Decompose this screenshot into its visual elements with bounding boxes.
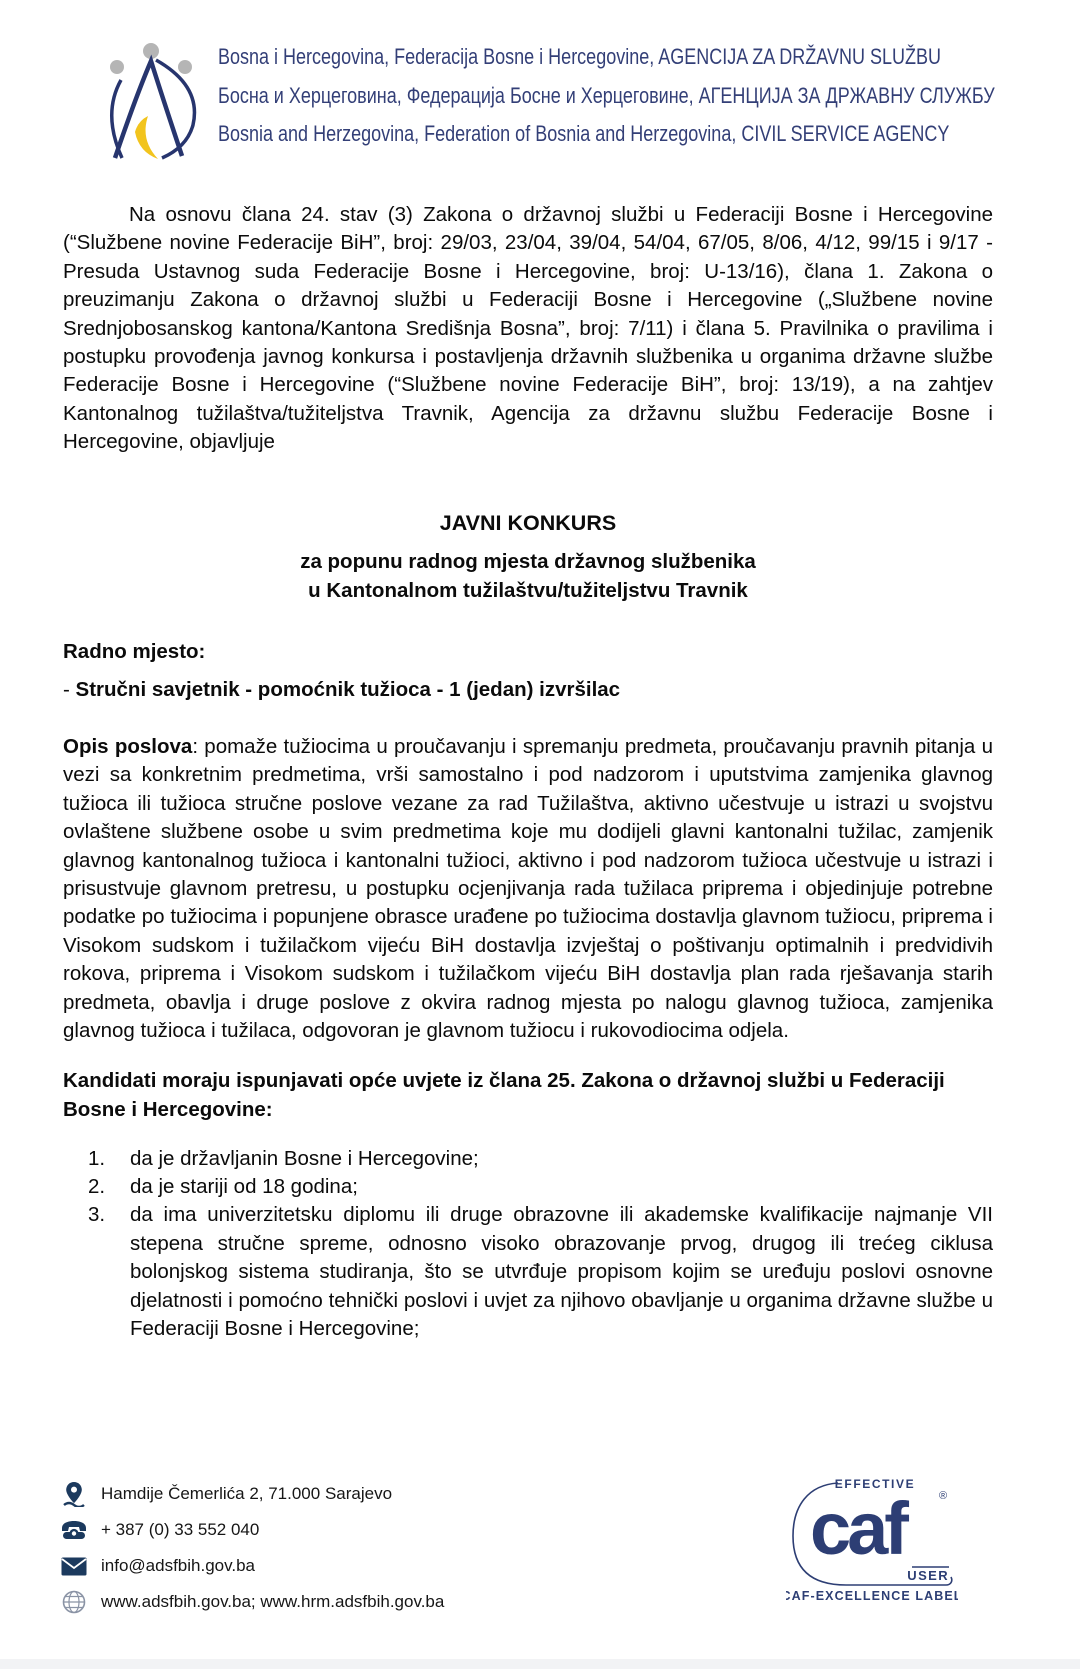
- websites-row: [60, 1584, 444, 1620]
- caf-user-label: USER: [907, 1568, 949, 1583]
- agency-name-block: [218, 28, 1080, 154]
- requirements-heading: Kandidati moraju ispunjavati opće uvjete iz člana 25. Zakona o državnoj službi u Federaciji Bosne i Hercegovine:: [63, 1069, 945, 1121]
- requirement-number: 1.: [88, 1146, 106, 1170]
- job-title: Stručni savjetnik - pomoćnik tužioca - 1 (jedan) izvršilac: [75, 678, 621, 702]
- requirement-item: [63, 1173, 993, 1201]
- position-line: [63, 676, 993, 704]
- websites-text: www.adsfbih.gov.ba; www.hrm.adsfbih.gov.ba: [101, 1592, 445, 1611]
- page-subtitle-1: za popunu radnog mjesta državnog službenika: [300, 550, 756, 574]
- document-body: [63, 201, 993, 1344]
- footer-contacts: [60, 1476, 444, 1620]
- intro-paragraph: Na osnovu člana 24. stav (3) Zakona o državnoj službi u Federaciji Bosne i Hercegovine (“Službene novine Federacije BiH”, broj: 29/03, 23/04, 39/04, 54/04, 67/05, 8/06, 4/12, 99/15 i 9/17 - Presuda Ustavnog suda Federacije Bosne i Hercegovine, broj: U-13/16), člana 1. Zakona o preuzimanju Zakona o državnoj službi u Federaciji Bosne i Hercegovine („Službene novine Srednjobosanskog kantona/Kantona Središnja Bosna”, broj: 7/11) i člana 5. Pravilnika o pravilima i postupku provođenja javnog konkursa i postavljenja državnih službenika u organima državne službe Federacije Bosne i Hercegovine (“Službene novine Federacije BiH”, broj: 13/19), a na zahtjev Kantonalnog tužilaštva/tužiteljstva Travnik, Agencija za državnu službu Federacije Bosne i Hercegovine, objavljuje: [63, 203, 993, 454]
- agency-name-english: Bosnia and Herzegovina, Federation of Bosnia and Herzegovina, CIVIL SERVICE AGENCY: [218, 121, 950, 146]
- bottom-page-edge: [0, 1659, 1080, 1669]
- location-pin-icon: [60, 1481, 88, 1507]
- caf-bottom-label: CAF-EXCELLENCE LABEL: [786, 1589, 958, 1603]
- caf-excellence-badge: [786, 1472, 958, 1609]
- duties-text: : pomaže tužiocima u proučavanju i spremanju predmeta, proučavanju pravnih pitanja u vezi sa konkretnim predmetima, vrši samostalno i pod nadzorom i uputstvima zamjenika glavnog tužioca ili tužioca stručne poslove vezane za rad Tužilaštva, aktivno učestvuje u istrazi u svojstvu ovlaštene službene osobe u svim predmetima koje mu dodijeli glavni kantonalni tužilac, zamjenik glavnog kantonalnog tužioca i kantonalni tužioci, aktivno i pod nadzorom tužioca učestvuje u istrazi i prisustvuje glavnom pretresu, u postupku ocjenjivanja rada tužilaca priprema i objedinjuje potrebne podatke po tužiocima i popunjene obrasce urađene po tužiocima dostavlja glavnom tužiocu, priprema i Visokom sudskom i tužilačkom vijeću BiH dostavlja izvještaj o poštivanju optimalnih i predvidivih rokova, priprema i Visokom sudskom i tužilačkom vijeću BiH dostavlja plan rada rješavanja starih predmeta, obavlja i druge poslove z okvira radnog mjesta po nalogu glavnog tužioca, zamjenika glavnog tužioca i tužilaca, odgovoran je glavnom tužiocu i rukovodiocima odjela.: [63, 734, 993, 1042]
- address-row: [60, 1476, 444, 1512]
- agency-name-bosnian: Bosna i Hercegovina, Federacija Bosne i Hercegovine, AGENCIJA ZA DRŽAVNU SLUŽBU: [218, 44, 941, 69]
- requirement-number: 3.: [88, 1203, 106, 1227]
- globe-icon: [60, 1590, 88, 1614]
- duties-label: Opis poslova: [63, 734, 193, 758]
- requirement-item: [63, 1145, 993, 1173]
- requirement-text: da je državljanin Bosne i Hercegovine;: [130, 1146, 479, 1170]
- position-dash: -: [63, 678, 76, 702]
- agency-name-cyrillic: Босна и Херцеговина, Федерација Босне и Херцеговине, АГЕНЦИЈА ЗА ДРЖАВНУ СЛУЖБУ: [218, 82, 995, 108]
- envelope-icon: [60, 1557, 88, 1576]
- position-section-heading: Radno mjesto:: [63, 640, 206, 664]
- title-block: [63, 509, 993, 605]
- phone-icon: [60, 1519, 88, 1541]
- address-text: Hamdije Čemerlića 2, 71.000 Sarajevo: [101, 1484, 393, 1503]
- caf-top-label: EFFECTIVE: [834, 1477, 916, 1491]
- email-text: info@adsfbih.gov.ba: [101, 1556, 255, 1575]
- caf-logo-text: caf: [810, 1487, 905, 1570]
- page-title: JAVNI KONKURS: [439, 510, 617, 535]
- requirement-text: da je stariji od 18 godina;: [130, 1175, 358, 1199]
- header: [0, 0, 1080, 165]
- requirements-list: [63, 1145, 993, 1344]
- requirement-text: da ima univerzitetsku diplomu ili druge obrazovne ili akademske kvalifikacije najmanje VII stepena stručne spreme, odnosno visoko obrazovanje prvog, drugog ili trećeg ciklusa bolonjskog sistema studiranja, što se utvrđuje propisom kojim se uređuju poslovi osnovne djelatnosti i pomoćno tehnički poslovi i uvjet za njihovo obavljanje u organima državne službe u Federaciji Bosne i Hercegovine;: [130, 1203, 993, 1341]
- email-row: [60, 1548, 444, 1584]
- caf-registered-mark: ®: [939, 1490, 948, 1502]
- requirement-number: 2.: [88, 1175, 106, 1199]
- agency-logo-icon: [98, 28, 204, 165]
- requirement-item: [63, 1201, 993, 1343]
- duties-paragraph: [63, 733, 993, 1045]
- phone-row: [60, 1512, 444, 1548]
- phone-text: + 387 (0) 33 552 040: [101, 1520, 260, 1539]
- page-subtitle-2: u Kantonalnom tužilaštvu/tužiteljstvu Travnik: [308, 578, 748, 602]
